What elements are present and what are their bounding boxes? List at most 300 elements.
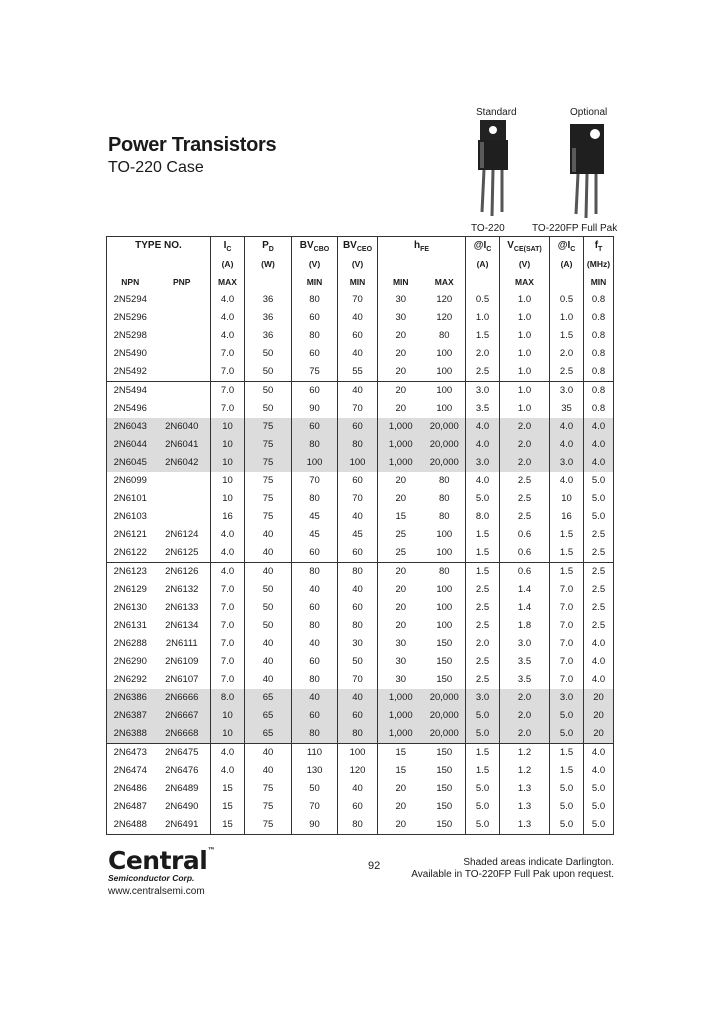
cell-ft: 4.0 — [584, 762, 614, 780]
unit-ic: (A) — [211, 255, 245, 273]
cell-bvcbo: 90 — [292, 400, 338, 418]
table-row — [107, 436, 614, 454]
cell-at-ic-2: 1.5 — [550, 327, 584, 345]
cell-at-ic-2: 1.5 — [550, 762, 584, 780]
cell-hfe-min: 20 — [378, 581, 424, 599]
cell-pnp: 2N6475 — [154, 744, 211, 763]
cell-hfe-max: 150 — [424, 744, 466, 763]
cell-vce-sat: 1.2 — [500, 744, 550, 763]
cell-bvceo: 70 — [338, 490, 378, 508]
cell-ic: 7.0 — [211, 400, 245, 418]
cell-ic: 4.0 — [211, 309, 245, 327]
cell-ft: 2.5 — [584, 563, 614, 582]
col-vce-sat — [500, 237, 550, 256]
cell-bvceo: 120 — [338, 762, 378, 780]
cell-hfe-max: 20,000 — [424, 436, 466, 454]
cell-hfe-min: 25 — [378, 544, 424, 563]
cell-npn: 2N5296 — [113, 312, 147, 323]
cell-hfe-max: 20,000 — [424, 454, 466, 472]
website-link[interactable]: www.centralsemi.com — [108, 886, 205, 897]
darlington-note: Shaded areas indicate Darlington. — [463, 857, 614, 868]
unit-at-ic-2: (A) — [550, 255, 584, 273]
cell-hfe-max: 120 — [436, 312, 453, 323]
bvceo-symbol: BV — [342, 240, 357, 251]
cell-bvceo: 100 — [338, 744, 378, 763]
cell-at-ic-2: 2.0 — [550, 345, 584, 363]
cell-at-ic-1: 5.0 — [466, 490, 500, 508]
cell-ft: 5.0 — [584, 508, 614, 526]
table-row — [107, 400, 614, 418]
cell-hfe-min: 20 — [378, 780, 424, 798]
cell-hfe-min: 20 — [378, 563, 424, 582]
table-row — [107, 327, 614, 345]
cell-hfe-max: 100 — [436, 547, 453, 558]
unit-hfe-blank — [378, 255, 466, 273]
cell-npn: 2N6045 — [107, 454, 154, 472]
cell-vce-sat: 1.8 — [500, 617, 550, 635]
cell-at-ic-1: 1.5 — [466, 762, 500, 780]
cell-hfe-min: 20 — [378, 345, 424, 363]
cell-vce-sat: 2.0 — [500, 689, 550, 707]
cell-bvcbo: 80 — [292, 490, 338, 508]
cell-at-ic-2: 35 — [550, 400, 584, 418]
cell-hfe-min: 1,000 — [378, 418, 424, 436]
cell-bvcbo: 60 — [292, 707, 338, 725]
cell-hfe-min: 1,000 — [378, 725, 424, 744]
cell-ft: 5.0 — [584, 780, 614, 798]
cell-vce-sat: 0.6 — [500, 526, 550, 544]
cell-ft: 4.0 — [584, 635, 614, 653]
pd-subscript: D — [268, 246, 274, 253]
cell-bvcbo: 80 — [292, 436, 338, 454]
cell-pd: 75 — [245, 490, 292, 508]
cell-ft: 4.0 — [584, 454, 614, 472]
cell-at-ic-2: 4.0 — [550, 418, 584, 436]
table-row — [107, 472, 614, 490]
cell-npn: 2N6043 — [107, 418, 154, 436]
cell-ic: 7.0 — [211, 671, 245, 689]
to220-mount-hole — [489, 126, 497, 134]
cell-pnp: 2N6124 — [165, 529, 199, 540]
cell-npn: 2N6386 — [107, 689, 154, 707]
ic-subscript: C — [226, 246, 232, 253]
cell-ic: 8.0 — [211, 689, 245, 707]
unit-bvcbo: (V) — [292, 255, 338, 273]
cell-bvceo: 80 — [338, 436, 378, 454]
cell-at-ic-2: 5.0 — [550, 725, 584, 744]
col-at-ic-2 — [550, 237, 584, 256]
cell-at-ic-2: 5.0 — [550, 707, 584, 725]
cell-pnp — [154, 490, 211, 508]
to220-body-highlight — [480, 142, 484, 168]
ft-subscript: T — [598, 246, 603, 253]
cell-ft: 2.5 — [584, 599, 614, 617]
cell-npn: 2N6387 — [107, 707, 154, 725]
cell-npn: 2N6131 — [113, 620, 147, 631]
cell-at-ic-1: 3.0 — [466, 454, 500, 472]
cell-hfe-min: 30 — [378, 291, 424, 309]
cell-hfe-min: 20 — [378, 327, 424, 345]
cell-bvcbo: 40 — [292, 689, 338, 707]
cell-hfe-max: 150 — [436, 638, 453, 649]
cell-pnp — [154, 291, 211, 309]
cell-vce-sat: 1.3 — [500, 816, 550, 835]
cell-pd: 75 — [245, 436, 292, 454]
cell-at-ic-1: 2.5 — [466, 599, 500, 617]
cell-hfe-min: 1,000 — [378, 707, 424, 725]
cell-pd: 75 — [245, 472, 292, 490]
cell-npn: 2N6130 — [113, 602, 147, 613]
page-subtitle: TO-220 Case — [108, 159, 204, 176]
cell-hfe-min: 30 — [378, 309, 424, 327]
cell-at-ic-2: 4.0 — [550, 472, 584, 490]
table-row — [107, 653, 614, 671]
cell-vce-sat: 2.5 — [500, 508, 550, 526]
cell-at-ic-2: 3.0 — [550, 454, 584, 472]
cell-pd: 65 — [245, 707, 292, 725]
unit-at-ic-1: (A) — [466, 255, 500, 273]
cell-vce-sat: 3.5 — [500, 653, 550, 671]
cell-vce-sat: 2.0 — [500, 725, 550, 744]
cell-hfe-max: 150 — [436, 656, 453, 667]
col-bvceo — [338, 237, 378, 256]
cell-at-ic-1: 4.0 — [466, 472, 500, 490]
cell-hfe-min: 15 — [378, 508, 424, 526]
pd-symbol: P — [262, 240, 269, 251]
cell-npn: 2N6292 — [113, 674, 147, 685]
cell-bvcbo: 130 — [292, 762, 338, 780]
col-type-no — [107, 237, 211, 256]
cell-ic: 7.0 — [211, 345, 245, 363]
cell-ic: 4.0 — [211, 563, 245, 582]
cell-hfe-max: 100 — [436, 584, 453, 595]
at-ic2-symbol: @I — [557, 240, 571, 251]
cell-bvcbo: 45 — [292, 526, 338, 544]
cell-vce-sat: 2.5 — [500, 472, 550, 490]
cell-vce-sat: 0.6 — [500, 544, 550, 563]
cell-ic: 10 — [211, 472, 245, 490]
limit-pd-blank — [245, 273, 292, 291]
cell-hfe-max: 100 — [436, 529, 453, 540]
table-row — [107, 309, 614, 327]
to220fp-package-image — [566, 122, 608, 222]
cell-at-ic-2: 0.5 — [550, 291, 584, 309]
cell-ic: 16 — [211, 508, 245, 526]
cell-bvcbo: 110 — [292, 744, 338, 763]
cell-bvceo: 55 — [338, 363, 378, 382]
cell-at-ic-2: 10 — [550, 490, 584, 508]
cell-vce-sat: 0.6 — [500, 563, 550, 582]
logo-subtitle: Semiconductor Corp. — [108, 873, 195, 883]
cell-ft: 20 — [584, 689, 614, 707]
table-row — [107, 599, 614, 617]
table-row — [107, 617, 614, 635]
cell-npn: 2N6288 — [113, 638, 147, 649]
cell-pnp — [154, 400, 211, 418]
vce-subscript: CE(SAT) — [513, 246, 542, 253]
cell-ft: 5.0 — [584, 490, 614, 508]
table-row — [107, 544, 614, 563]
page-number: 92 — [368, 860, 381, 872]
cell-ic: 7.0 — [211, 617, 245, 635]
cell-hfe-max: 20,000 — [424, 689, 466, 707]
cell-bvceo: 60 — [338, 798, 378, 816]
cell-bvceo: 45 — [338, 526, 378, 544]
cell-ft: 2.5 — [584, 617, 614, 635]
cell-hfe-min: 25 — [378, 526, 424, 544]
table-row — [107, 490, 614, 508]
cell-bvceo: 80 — [338, 816, 378, 835]
cell-vce-sat: 1.0 — [500, 400, 550, 418]
cell-pnp: 2N6132 — [165, 584, 199, 595]
limit-at-ic-1-blank — [466, 273, 500, 291]
at-ic2-subscript: C — [570, 246, 576, 253]
cell-hfe-max: 150 — [436, 819, 453, 830]
cell-hfe-min: 20 — [378, 798, 424, 816]
cell-ft: 0.8 — [584, 363, 614, 382]
cell-pnp — [154, 472, 211, 490]
cell-ic: 15 — [211, 780, 245, 798]
cell-at-ic-2: 3.0 — [550, 382, 584, 401]
cell-bvcbo: 60 — [292, 345, 338, 363]
cell-pnp: 2N6476 — [165, 765, 199, 776]
cell-hfe-min: 1,000 — [378, 454, 424, 472]
table-row — [107, 581, 614, 599]
cell-ic: 10 — [211, 454, 245, 472]
cell-vce-sat: 1.0 — [500, 291, 550, 309]
cell-pnp: 2N6107 — [165, 674, 199, 685]
table-row — [107, 725, 614, 744]
cell-ic: 10 — [211, 707, 245, 725]
cell-npn: 2N6473 — [107, 744, 154, 763]
cell-ft: 4.0 — [584, 418, 614, 436]
cell-vce-sat: 1.2 — [500, 762, 550, 780]
limit-hfe-min: MIN — [378, 273, 424, 291]
header-row-limits — [107, 273, 614, 291]
table-row — [107, 291, 614, 309]
cell-ft: 0.8 — [584, 291, 614, 309]
table-row — [107, 363, 614, 382]
cell-hfe-min: 20 — [378, 382, 424, 401]
cell-hfe-min: 15 — [378, 762, 424, 780]
cell-ft: 4.0 — [584, 744, 614, 763]
col-at-ic-1 — [466, 237, 500, 256]
cell-hfe-min: 20 — [378, 363, 424, 382]
cell-at-ic-2: 5.0 — [550, 780, 584, 798]
pnp-header: PNP — [173, 277, 191, 287]
cell-bvcbo: 60 — [292, 599, 338, 617]
col-ic — [211, 237, 245, 256]
cell-pnp: 2N6109 — [165, 656, 199, 667]
cell-at-ic-1: 3.0 — [466, 689, 500, 707]
cell-vce-sat: 1.4 — [500, 599, 550, 617]
cell-at-ic-2: 7.0 — [550, 599, 584, 617]
hfe-subscript: FE — [420, 246, 430, 253]
cell-at-ic-2: 7.0 — [550, 635, 584, 653]
table-row — [107, 816, 614, 835]
cell-pnp: 2N6667 — [154, 707, 211, 725]
cell-hfe-min: 30 — [378, 635, 424, 653]
cell-bvceo: 40 — [338, 780, 378, 798]
cell-vce-sat: 2.0 — [500, 418, 550, 436]
bvcbo-symbol: BV — [299, 240, 314, 251]
cell-vce-sat: 1.3 — [500, 780, 550, 798]
cell-bvcbo: 80 — [292, 563, 338, 582]
cell-bvcbo: 100 — [292, 454, 338, 472]
cell-vce-sat: 1.4 — [500, 581, 550, 599]
cell-pnp: 2N6042 — [154, 454, 211, 472]
cell-pd: 40 — [245, 762, 292, 780]
cell-ic: 7.0 — [211, 382, 245, 401]
cell-hfe-max: 100 — [436, 366, 453, 377]
limit-bvcbo: MIN — [292, 273, 338, 291]
cell-pd: 75 — [245, 798, 292, 816]
ic-symbol: I — [223, 240, 227, 251]
cell-ft: 20 — [584, 707, 614, 725]
cell-at-ic-1: 5.0 — [466, 725, 500, 744]
cell-hfe-max: 150 — [436, 801, 453, 812]
cell-pd: 50 — [245, 345, 292, 363]
cell-bvceo: 80 — [338, 725, 378, 744]
cell-vce-sat: 2.0 — [500, 436, 550, 454]
cell-pnp — [154, 382, 211, 401]
cell-npn: 2N6388 — [107, 725, 154, 744]
spec-table — [106, 236, 614, 835]
cell-at-ic-1: 1.5 — [466, 563, 500, 582]
to220-package-image — [472, 120, 514, 220]
unit-ft: (MHz) — [584, 255, 614, 273]
cell-bvceo: 60 — [338, 418, 378, 436]
cell-pnp: 2N6490 — [165, 801, 199, 812]
table-row — [107, 744, 614, 763]
cell-pnp — [154, 327, 211, 345]
cell-vce-sat: 3.0 — [500, 635, 550, 653]
cell-bvceo: 60 — [338, 599, 378, 617]
cell-hfe-max: 150 — [436, 765, 453, 776]
cell-at-ic-1: 2.5 — [466, 363, 500, 382]
cell-at-ic-1: 2.5 — [466, 617, 500, 635]
cell-bvcbo: 60 — [292, 653, 338, 671]
cell-bvcbo: 90 — [292, 816, 338, 835]
cell-npn: 2N6474 — [113, 765, 147, 776]
table-row — [107, 526, 614, 544]
table-row — [107, 454, 614, 472]
cell-ic: 7.0 — [211, 581, 245, 599]
cell-pd: 50 — [245, 382, 292, 401]
cell-at-ic-1: 3.5 — [466, 400, 500, 418]
cell-at-ic-2: 5.0 — [550, 816, 584, 835]
cell-pd: 65 — [245, 725, 292, 744]
cell-at-ic-2: 2.5 — [550, 363, 584, 382]
cell-at-ic-1: 5.0 — [466, 707, 500, 725]
cell-vce-sat: 1.0 — [500, 309, 550, 327]
cell-npn: 2N5490 — [113, 348, 147, 359]
cell-bvceo: 70 — [338, 671, 378, 689]
cell-bvceo: 40 — [338, 382, 378, 401]
cell-pd: 40 — [245, 635, 292, 653]
cell-npn: 2N6123 — [107, 563, 154, 582]
header-row-symbols — [107, 237, 614, 256]
cell-vce-sat: 1.0 — [500, 363, 550, 382]
cell-at-ic-1: 3.0 — [466, 382, 500, 401]
cell-ft: 2.5 — [584, 544, 614, 563]
cell-bvcbo: 80 — [292, 327, 338, 345]
cell-hfe-min: 1,000 — [378, 436, 424, 454]
limit-hfe-max: MAX — [434, 277, 454, 287]
cell-pd: 40 — [245, 526, 292, 544]
cell-hfe-min: 20 — [378, 472, 424, 490]
cell-npn: 2N5294 — [113, 294, 147, 305]
cell-pd: 36 — [245, 327, 292, 345]
cell-hfe-max: 100 — [436, 620, 453, 631]
cell-pnp: 2N6041 — [154, 436, 211, 454]
cell-ic: 10 — [211, 725, 245, 744]
table-row — [107, 798, 614, 816]
cell-bvcbo: 80 — [292, 671, 338, 689]
table-row — [107, 635, 614, 653]
standard-package-label: Standard — [476, 107, 517, 118]
cell-ic: 7.0 — [211, 363, 245, 382]
cell-vce-sat: 1.0 — [500, 327, 550, 345]
units-type-blank — [107, 255, 211, 273]
cell-npn: 2N6122 — [113, 547, 147, 558]
cell-ic: 4.0 — [211, 744, 245, 763]
header-row-units — [107, 255, 614, 273]
ft-symbol: f — [594, 240, 599, 251]
cell-pnp: 2N6040 — [154, 418, 211, 436]
cell-bvcbo: 40 — [292, 635, 338, 653]
table-row — [107, 689, 614, 707]
cell-ft: 0.8 — [584, 327, 614, 345]
cell-ic: 4.0 — [211, 762, 245, 780]
cell-at-ic-1: 5.0 — [466, 798, 500, 816]
cell-bvceo: 30 — [338, 635, 378, 653]
cell-at-ic-2: 1.0 — [550, 309, 584, 327]
cell-bvcbo: 80 — [292, 617, 338, 635]
to220fp-mount-hole — [590, 129, 600, 139]
cell-ic: 4.0 — [211, 327, 245, 345]
cell-ic: 15 — [211, 798, 245, 816]
cell-bvceo: 40 — [338, 689, 378, 707]
cell-bvceo: 40 — [338, 508, 378, 526]
cell-ft: 5.0 — [584, 472, 614, 490]
cell-hfe-min: 20 — [378, 599, 424, 617]
cell-hfe-min: 15 — [378, 744, 424, 763]
table-row — [107, 671, 614, 689]
cell-vce-sat: 1.0 — [500, 345, 550, 363]
cell-ft: 0.8 — [584, 400, 614, 418]
cell-pnp: 2N6111 — [165, 638, 198, 649]
cell-at-ic-2: 1.5 — [550, 563, 584, 582]
cell-npn: 2N6129 — [113, 584, 147, 595]
unit-bvceo: (V) — [338, 255, 378, 273]
cell-bvceo: 100 — [338, 454, 378, 472]
cell-pnp — [154, 363, 211, 382]
cell-ic: 7.0 — [211, 635, 245, 653]
cell-pd: 75 — [245, 816, 292, 835]
cell-hfe-max: 100 — [436, 602, 453, 613]
cell-at-ic-1: 4.0 — [466, 436, 500, 454]
cell-hfe-min: 20 — [378, 816, 424, 835]
cell-npn: 2N5298 — [113, 330, 147, 341]
cell-pd: 40 — [245, 653, 292, 671]
central-logo — [108, 846, 215, 875]
cell-bvceo: 80 — [338, 617, 378, 635]
cell-bvcbo: 80 — [292, 725, 338, 744]
cell-hfe-max: 80 — [424, 563, 466, 582]
to220fp-leads — [576, 174, 596, 218]
cell-ic: 4.0 — [211, 526, 245, 544]
